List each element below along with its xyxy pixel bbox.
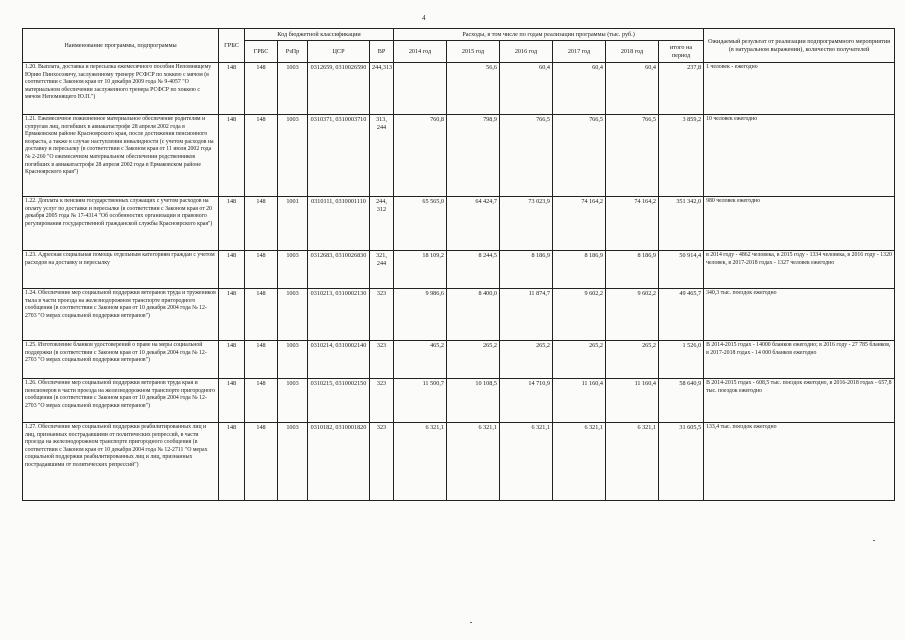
row-2018: 6 321,1: [606, 423, 659, 501]
header-code-grbs: ГРБС: [245, 41, 278, 63]
row-csr: 0310214, 0310002140: [308, 341, 370, 379]
header-result: Ожидаемый результат от реализации подпрограммного мероприятия (в натуральном выражении), количество получателей: [704, 29, 895, 63]
table-row: [23, 115, 895, 197]
row-2017: 11 160,4: [553, 379, 606, 423]
row-2015: 10 108,5: [447, 379, 500, 423]
row-2017: 74 164,2: [553, 197, 606, 251]
row-2016: 60,4: [500, 63, 553, 115]
row-2017: 9 602,2: [553, 289, 606, 341]
row-vr: 323: [370, 379, 394, 423]
row-2016: 6 321,1: [500, 423, 553, 501]
row-csr: 0310213, 0310002130: [308, 289, 370, 341]
row-2014: 18 109,2: [394, 251, 447, 289]
scan-speck: [873, 540, 875, 541]
row-total: 351 342,0: [659, 197, 704, 251]
header-name: Наименование программы, подпрограммы: [23, 29, 219, 63]
row-name: 1.21. Ежемесячное пожизненное материальное обеспечение родителям и супругам лиц, погибших в авиакатастрофе 28 апреля 2002 года в Ермаковском районе Красноярского края, после достижения пенсионного возраста, а также в случае наступления инвалидности (с учетом расходов на доставку и пересылку (в соответствии с Законом края от 11 июля 2002 года № 2-260 "О ежемесячном материальном обеспечении родственников погибших в авиакатастрофе 28 апреля 2002 года в Ермаковском районе Красноярского края"): [23, 115, 219, 197]
row-rzpr: 1003: [278, 379, 308, 423]
row-code-grbs: 148: [245, 63, 278, 115]
table-row: [23, 63, 895, 115]
header-2017: 2017 год: [553, 41, 606, 63]
table-row: [23, 251, 895, 289]
header-expenses-group: Расходы, в том числе по годам реализации программы (тыс. руб.): [394, 29, 704, 41]
row-name: 1.22. Доплата к пенсиям государственных служащих с учетом расходов на оплату услуг по доставке и пересылке (в соответствии с Законом края от 20 декабря 2005 года № 17-4314 "Об особенностях организации и правового регулирования государственной гражданской службы Красноярского края"): [23, 197, 219, 251]
row-2015: 6 321,1: [447, 423, 500, 501]
row-2014: 465,2: [394, 341, 447, 379]
row-2016: 11 874,7: [500, 289, 553, 341]
table-row: [23, 289, 895, 341]
scan-speck: [470, 622, 472, 623]
row-rzpr: 1001: [278, 197, 308, 251]
row-grbs: 148: [219, 341, 245, 379]
header-2014: 2014 год: [394, 41, 447, 63]
row-result: в 2014 году - 4862 человека, в 2015 году - 1334 человека, в 2016 году - 1320 человек, в 2017-2018 годах - 1327 человек ежегодно: [704, 251, 895, 289]
row-grbs: 148: [219, 379, 245, 423]
row-2014: 6 321,1: [394, 423, 447, 501]
row-2018: 9 602,2: [606, 289, 659, 341]
row-csr: 0312659, 0310026590: [308, 63, 370, 115]
table-row: [23, 341, 895, 379]
row-result: В 2014-2015 годах - 14000 бланков ежегодно; в 2016 году - 27 785 бланков, в 2017-2018 годах - 14 000 бланков ежегодно: [704, 341, 895, 379]
row-2017: 6 321,1: [553, 423, 606, 501]
row-2015: 64 424,7: [447, 197, 500, 251]
program-table: [22, 28, 895, 501]
row-result: 10 человек ежегодно: [704, 115, 895, 197]
row-rzpr: 1003: [278, 423, 308, 501]
table-row: [23, 197, 895, 251]
row-code-grbs: 148: [245, 115, 278, 197]
row-grbs: 148: [219, 251, 245, 289]
row-code-grbs: 148: [245, 423, 278, 501]
row-2016: 8 186,9: [500, 251, 553, 289]
row-code-grbs: 148: [245, 197, 278, 251]
row-total: 237,8: [659, 63, 704, 115]
row-2017: 265,2: [553, 341, 606, 379]
row-result: В 2014-2015 годах - 608,5 тыс. поездок ежегодно, в 2016-2018 годах - 657,8 тыс. поездок ежегодно: [704, 379, 895, 423]
row-total: 1 526,0: [659, 341, 704, 379]
row-total: 3 859,2: [659, 115, 704, 197]
row-2017: 60,4: [553, 63, 606, 115]
row-grbs: 148: [219, 63, 245, 115]
row-grbs: 148: [219, 197, 245, 251]
row-total: 49 465,7: [659, 289, 704, 341]
row-2014: [394, 63, 447, 115]
row-rzpr: 1003: [278, 341, 308, 379]
row-vr: 321, 244: [370, 251, 394, 289]
row-name: 1.25. Изготовление бланков удостоверений о праве на меры социальной поддержки (в соответствии с Законом края от 10 декабря 2004 года № 12-2703 "О мерах социальной поддержки ветеранов"): [23, 341, 219, 379]
row-name: 1.23. Адресная социальная помощь отдельным категориям граждан с учетом расходов на доставку и пересылку: [23, 251, 219, 289]
row-total: 58 640,9: [659, 379, 704, 423]
table-row: [23, 379, 895, 423]
header-2015: 2015 год: [447, 41, 500, 63]
row-2016: 73 023,9: [500, 197, 553, 251]
row-name: 1.26. Обеспечение мер социальной поддержки ветеранов труда края и пенсионеров в части проезда на железнодорожном транспорте пригородного сообщения (в соответствии с Законом края от 10 декабря 2004 года № 12-2703 "О мерах социальной поддержки ветеранов"): [23, 379, 219, 423]
row-2014: 65 565,0: [394, 197, 447, 251]
row-2016: 766,5: [500, 115, 553, 197]
row-total: 31 605,5: [659, 423, 704, 501]
row-vr: 323: [370, 341, 394, 379]
row-name: 1.24. Обеспечение мер социальной поддержки ветеранов труда и тружеников тыла в части проезда на железнодорожном транспорте пригородного сообщения (в соответствии с Законом края от 10 декабря 2004 года № 12-2703 "О мерах социальной поддержки ветеранов"): [23, 289, 219, 341]
header-2016: 2016 год: [500, 41, 553, 63]
row-csr: 0310182, 0310001820: [308, 423, 370, 501]
row-code-grbs: 148: [245, 289, 278, 341]
row-2018: 74 164,2: [606, 197, 659, 251]
row-vr: 323: [370, 423, 394, 501]
row-grbs: 148: [219, 115, 245, 197]
row-csr: 0312683, 0310026830: [308, 251, 370, 289]
row-rzpr: 1003: [278, 63, 308, 115]
row-total: 50 914,4: [659, 251, 704, 289]
row-code-grbs: 148: [245, 379, 278, 423]
header-code-group: Код бюджетной классификации: [245, 29, 394, 41]
row-csr: 0310215, 0310002150: [308, 379, 370, 423]
row-rzpr: 1003: [278, 115, 308, 197]
row-vr: 244,313: [370, 63, 394, 115]
row-2014: 760,8: [394, 115, 447, 197]
row-2014: 9 986,6: [394, 289, 447, 341]
row-code-grbs: 148: [245, 251, 278, 289]
row-result: 133,4 тыс. поездок ежегодно: [704, 423, 895, 501]
row-2018: 766,5: [606, 115, 659, 197]
row-2017: 766,5: [553, 115, 606, 197]
row-vr: 323: [370, 289, 394, 341]
row-2016: 265,2: [500, 341, 553, 379]
header-code-vr: ВР: [370, 41, 394, 63]
row-2015: 8 244,5: [447, 251, 500, 289]
row-vr: 313, 244: [370, 115, 394, 197]
row-2015: 798,9: [447, 115, 500, 197]
row-name: 1.27. Обеспечение мер социальной поддержки реабилитированных лиц и лиц, признанных пострадавшими от политических репрессий, в части проезда на железнодорожном транспорте пригородного сообщения (в соответствии с Законом края от 10 декабря 2004 года № 12-2711 "О мерах социальной поддержки реабилитированных лиц и лиц, признанных пострадавшими от политических репрессий"): [23, 423, 219, 501]
row-2014: 11 500,7: [394, 379, 447, 423]
page-number: 4: [422, 14, 426, 22]
row-vr: 244, 312: [370, 197, 394, 251]
row-rzpr: 1003: [278, 251, 308, 289]
row-result: 1 человек - ежегодно: [704, 63, 895, 115]
header-grbs: ГРБС: [219, 29, 245, 63]
row-2016: 14 710,9: [500, 379, 553, 423]
header-2018: 2018 год: [606, 41, 659, 63]
row-2015: 265,2: [447, 341, 500, 379]
row-code-grbs: 148: [245, 341, 278, 379]
row-2015: 8 400,0: [447, 289, 500, 341]
row-csr: 0310371, 0310003710: [308, 115, 370, 197]
table-row: [23, 423, 895, 501]
row-2018: 60,4: [606, 63, 659, 115]
row-result: 980 человек ежегодно: [704, 197, 895, 251]
row-2015: 56,6: [447, 63, 500, 115]
row-2018: 8 186,9: [606, 251, 659, 289]
row-2018: 11 160,4: [606, 379, 659, 423]
header-code-csr: ЦСР: [308, 41, 370, 63]
row-grbs: 148: [219, 423, 245, 501]
row-name: 1.20. Выплата, доставка и пересылка ежемесячного пособия Непомнящему Юрию Пинхосовичу, заслуженному тренеру РСФСР по хоккею с мячом (в соответствии с Законом края от 10 декабря 2009 года № 9-4057 "О материальном обеспечении заслуженного тренера РСФСР по хоккею с мячом Непомнящего Ю.П."): [23, 63, 219, 115]
row-csr: 0310111, 0310001110: [308, 197, 370, 251]
row-2017: 8 186,9: [553, 251, 606, 289]
row-2018: 265,2: [606, 341, 659, 379]
header-total: итого на период: [659, 41, 704, 63]
row-grbs: 148: [219, 289, 245, 341]
row-rzpr: 1003: [278, 289, 308, 341]
header-code-rzpr: РзПр: [278, 41, 308, 63]
row-result: 340,3 тыс. поездок ежегодно: [704, 289, 895, 341]
